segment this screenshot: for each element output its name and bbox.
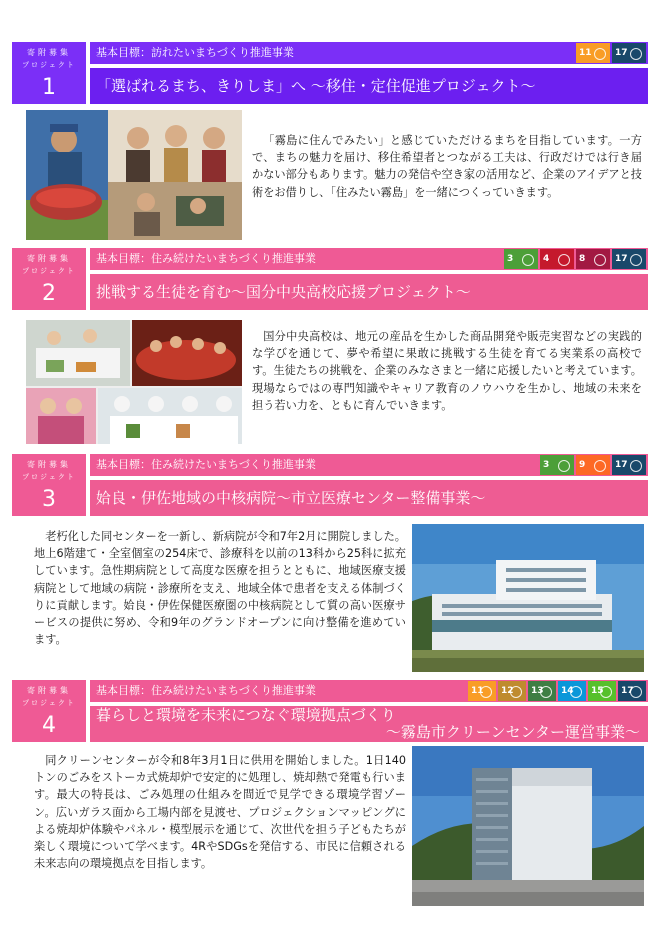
project-number: 3	[42, 487, 56, 512]
sdg-icons	[540, 455, 646, 475]
project-title	[90, 706, 648, 742]
sdg-icons	[576, 43, 646, 63]
project-description: 同クリーンセンターが令和8年3月1日に供用を開始しました。1日140トンのごみをストーカ式焼却炉で安定的に処理し、焼却熱で発電も行います。最大の特長は、ごみ処理の仕組みを間近で見学できる環境学習ゾーン。広いガラス面から工場内部を見渡せ、プロジェクションマッピングによる焼却炉体験やパネル・模型展示を通じて、次世代を担う子どもたちが楽しく環境について学べます。4RやSDGsを発信する、市民に信頼される未来志向の環境拠点を目指します。	[34, 754, 406, 871]
project-description: 老朽化した同センターを一新し、新病院が令和7年2月に開院しました。地上6階建て・全室個室の254床で、診療科を以前の13科から25科に拡充しています。急性期病院として高度な医療を担うとともに、地域医療支援病院として地域の病院・診療所を支え、地域全体で患者を支える体制づくりに貢献します。姶良・伊佐保健医療圏の中核病院として質の高い医療サービスの提供に努め、令和9年のグランドオープンに向け整備を進めています。	[34, 530, 406, 647]
basic-goal: 基本目標：住み続けたいまちづくり推進事業	[90, 680, 648, 702]
project-tag	[12, 680, 86, 742]
tag-label: 寄附募集	[27, 460, 71, 469]
medical-center-photo	[412, 524, 644, 672]
project-1	[12, 42, 648, 199]
sdg-13-icon: 13	[528, 681, 556, 701]
sdg-8-icon: 8	[576, 249, 610, 269]
sdg-17-icon: 17	[618, 681, 646, 701]
basic-goal: 基本目標：住み続けたいまちづくり推進事業	[90, 454, 648, 476]
basic-goal: 基本目標：住み続けたいまちづくり推進事業	[90, 248, 648, 270]
project-3	[12, 454, 648, 647]
project-tag	[12, 42, 86, 104]
project-description: 「霧島に住んでみたい」と感じていただけるまちを目指しています。一方で、まちの魅力を届け、移住希望者とつながる工夫は、行政だけでは行き届かない部分もあります。魅力の発信や空き家の活用など、企業のアイデアと技術をお借りし、「住みたい霧島」を一緒につくっていきます。	[252, 134, 642, 199]
project-title: 姶良・伊佐地域の中核病院～市立医療センター整備事業～	[90, 480, 648, 516]
project-header	[12, 42, 648, 104]
tag-sub: プロジェクト	[22, 61, 76, 69]
tag-label: 寄附募集	[27, 254, 71, 263]
sdg-17-icon: 17	[612, 455, 646, 475]
project-2	[12, 248, 648, 412]
project-tag	[12, 248, 86, 310]
tag-label: 寄附募集	[27, 48, 71, 57]
project-number: 2	[42, 281, 56, 306]
project-number: 4	[42, 713, 56, 738]
project-tag	[12, 454, 86, 516]
sdg-9-icon: 9	[576, 455, 610, 475]
basic-goal: 基本目標：訪れたいまちづくり推進事業	[90, 42, 648, 64]
sdg-15-icon: 15	[588, 681, 616, 701]
title-line-2: ～霧島市クリーンセンター運営事業～	[385, 723, 640, 741]
clean-center-photo	[412, 746, 644, 906]
project-description: 国分中央高校は、地元の産品を生かした商品開発や販売実習などの実践的な学びを通じて、夢や希望に果敢に挑戦する生徒を育てる実業系の高校です。生徒たちの挑戦を、企業のみなさまと一緒に応援したいと考えています。現場ならではの専門知識やキャリア教育のノウハウを生かし、地域の未来を担う若い力を、ともに育んでいきます。	[252, 330, 642, 412]
sdg-icons	[504, 249, 646, 269]
sdg-17-icon: 17	[612, 43, 646, 63]
project-title: 「選ばれるまち、きりしま」へ ～移住・定住促進プロジェクト～	[90, 68, 648, 104]
tag-sub: プロジェクト	[22, 267, 76, 275]
sdg-12-icon: 12	[498, 681, 526, 701]
residents-photo	[26, 110, 242, 240]
sdg-11-icon: 11	[576, 43, 610, 63]
tag-sub: プロジェクト	[22, 699, 76, 707]
project-header	[12, 454, 648, 516]
sdg-4-icon: 4	[540, 249, 574, 269]
title-line-1: 暮らしと環境を未来につなぐ環境拠点づくり	[96, 706, 396, 724]
project-4	[12, 680, 648, 871]
tag-sub: プロジェクト	[22, 473, 76, 481]
project-header	[12, 248, 648, 310]
students-photo	[26, 320, 242, 444]
sdg-17-icon: 17	[612, 249, 646, 269]
tag-label: 寄附募集	[27, 686, 71, 695]
project-header	[12, 680, 648, 742]
project-number: 1	[42, 75, 56, 100]
sdg-3-icon: 3	[540, 455, 574, 475]
sdg-icons	[468, 681, 646, 701]
project-title: 挑戦する生徒を育む～国分中央高校応援プロジェクト～	[90, 274, 648, 310]
sdg-14-icon: 14	[558, 681, 586, 701]
sdg-3-icon: 3	[504, 249, 538, 269]
sdg-11-icon: 11	[468, 681, 496, 701]
